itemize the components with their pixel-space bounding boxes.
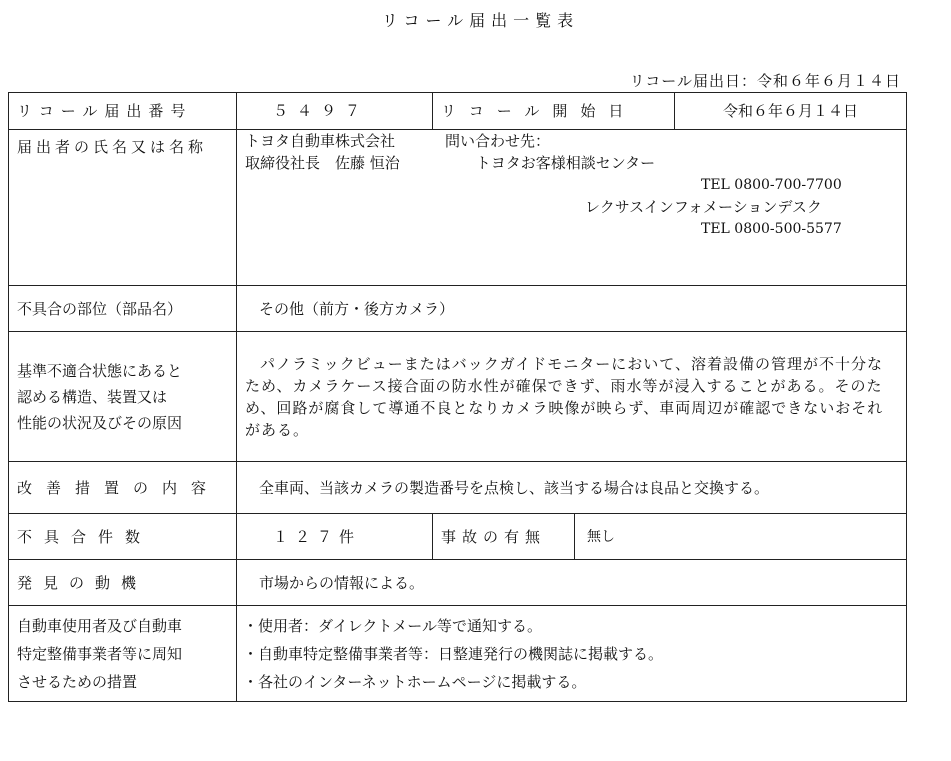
contact-1-name: トヨタお客様相談センター <box>475 154 656 172</box>
recall-number-label: リコール届出番号 <box>9 93 237 130</box>
discovery-label: 発見の動機 <box>9 560 237 606</box>
contact-2-name: レクサスインフォメーションデスク <box>585 198 822 216</box>
row-discovery <box>9 560 907 606</box>
row-filer <box>9 130 907 286</box>
remedy-label: 改善措置の内容 <box>9 462 237 514</box>
row-defect-count <box>9 514 907 560</box>
row-condition <box>9 332 907 462</box>
filer-company-line <box>245 130 898 152</box>
notice-list <box>237 606 907 702</box>
notice-label-line-1: 自動車使用者及び自動車 <box>17 616 183 635</box>
defect-count-value: １２７件 <box>237 514 433 560</box>
defect-part-label: 不具合の部位（部品名） <box>9 286 237 332</box>
notice-item: ・各社のインターネットホームページに掲載する。 <box>243 672 587 691</box>
filer-company: トヨタ自動車株式会社 <box>245 132 396 150</box>
row-recall-number <box>9 93 907 130</box>
contact-heading: 問い合わせ先： <box>445 132 551 150</box>
filer-person-line <box>245 152 898 174</box>
remedy-text: 全車両、当該カメラの製造番号を点検し、該当する場合は良品と交換する。 <box>237 462 907 514</box>
filer-person: 取締役社長 佐藤 恒治 <box>245 154 400 172</box>
accident-value: 無し <box>575 514 907 560</box>
recall-start-value: 令和６年６月１４日 <box>675 93 907 130</box>
contact-1-tel: TEL 0800-700-7700 <box>701 177 842 193</box>
accident-label: 事故の有無 <box>433 514 575 560</box>
recall-table <box>8 92 907 702</box>
condition-text-body: パノラミックビューまたはバックガイドモニターにおいて、溶着設備の管理が不十分なため、カメラケース接合面の防水性が確保できず、雨水等が浸入することがある。そのため、回路が腐食して導通不良となりカメラ映像が映らず、車両周辺が確認できないおそれがある。 <box>245 354 884 439</box>
notice-item: ・自動車特定整備事業者等：日整連発行の機関誌に掲載する。 <box>243 644 664 663</box>
notice-label <box>9 606 237 702</box>
row-notice <box>9 606 907 702</box>
filer-label: 届出者の氏名又は名称 <box>9 130 237 286</box>
condition-label-line-3: 性能の状況及びその原因 <box>17 413 183 432</box>
notice-label-line-2: 特定整備事業者等に周知 <box>17 644 183 663</box>
defect-count-label: 不具合件数 <box>9 514 237 560</box>
row-defect-part <box>9 286 907 332</box>
condition-label-line-1: 基準不適合状態にあると <box>17 361 183 380</box>
row-remedy <box>9 462 907 514</box>
condition-text <box>237 332 907 462</box>
filer-cell <box>237 130 907 286</box>
page-title: リコール届出一覧表 <box>381 11 580 30</box>
discovery-text: 市場からの情報による。 <box>237 560 907 606</box>
condition-label <box>9 332 237 462</box>
recall-start-label: リコール開始日 <box>433 93 675 130</box>
filed-date: リコール届出日：令和６年６月１４日 <box>629 72 901 90</box>
contact-2-tel: TEL 0800-500-5577 <box>701 221 842 237</box>
notice-item: ・使用者：ダイレクトメール等で通知する。 <box>243 616 542 635</box>
defect-part-value: その他（前方・後方カメラ） <box>237 286 907 332</box>
notice-label-line-3: させるための措置 <box>17 672 138 691</box>
recall-number-value: ５４９７ <box>237 93 433 130</box>
condition-label-line-2: 認める構造、装置又は <box>17 387 168 406</box>
